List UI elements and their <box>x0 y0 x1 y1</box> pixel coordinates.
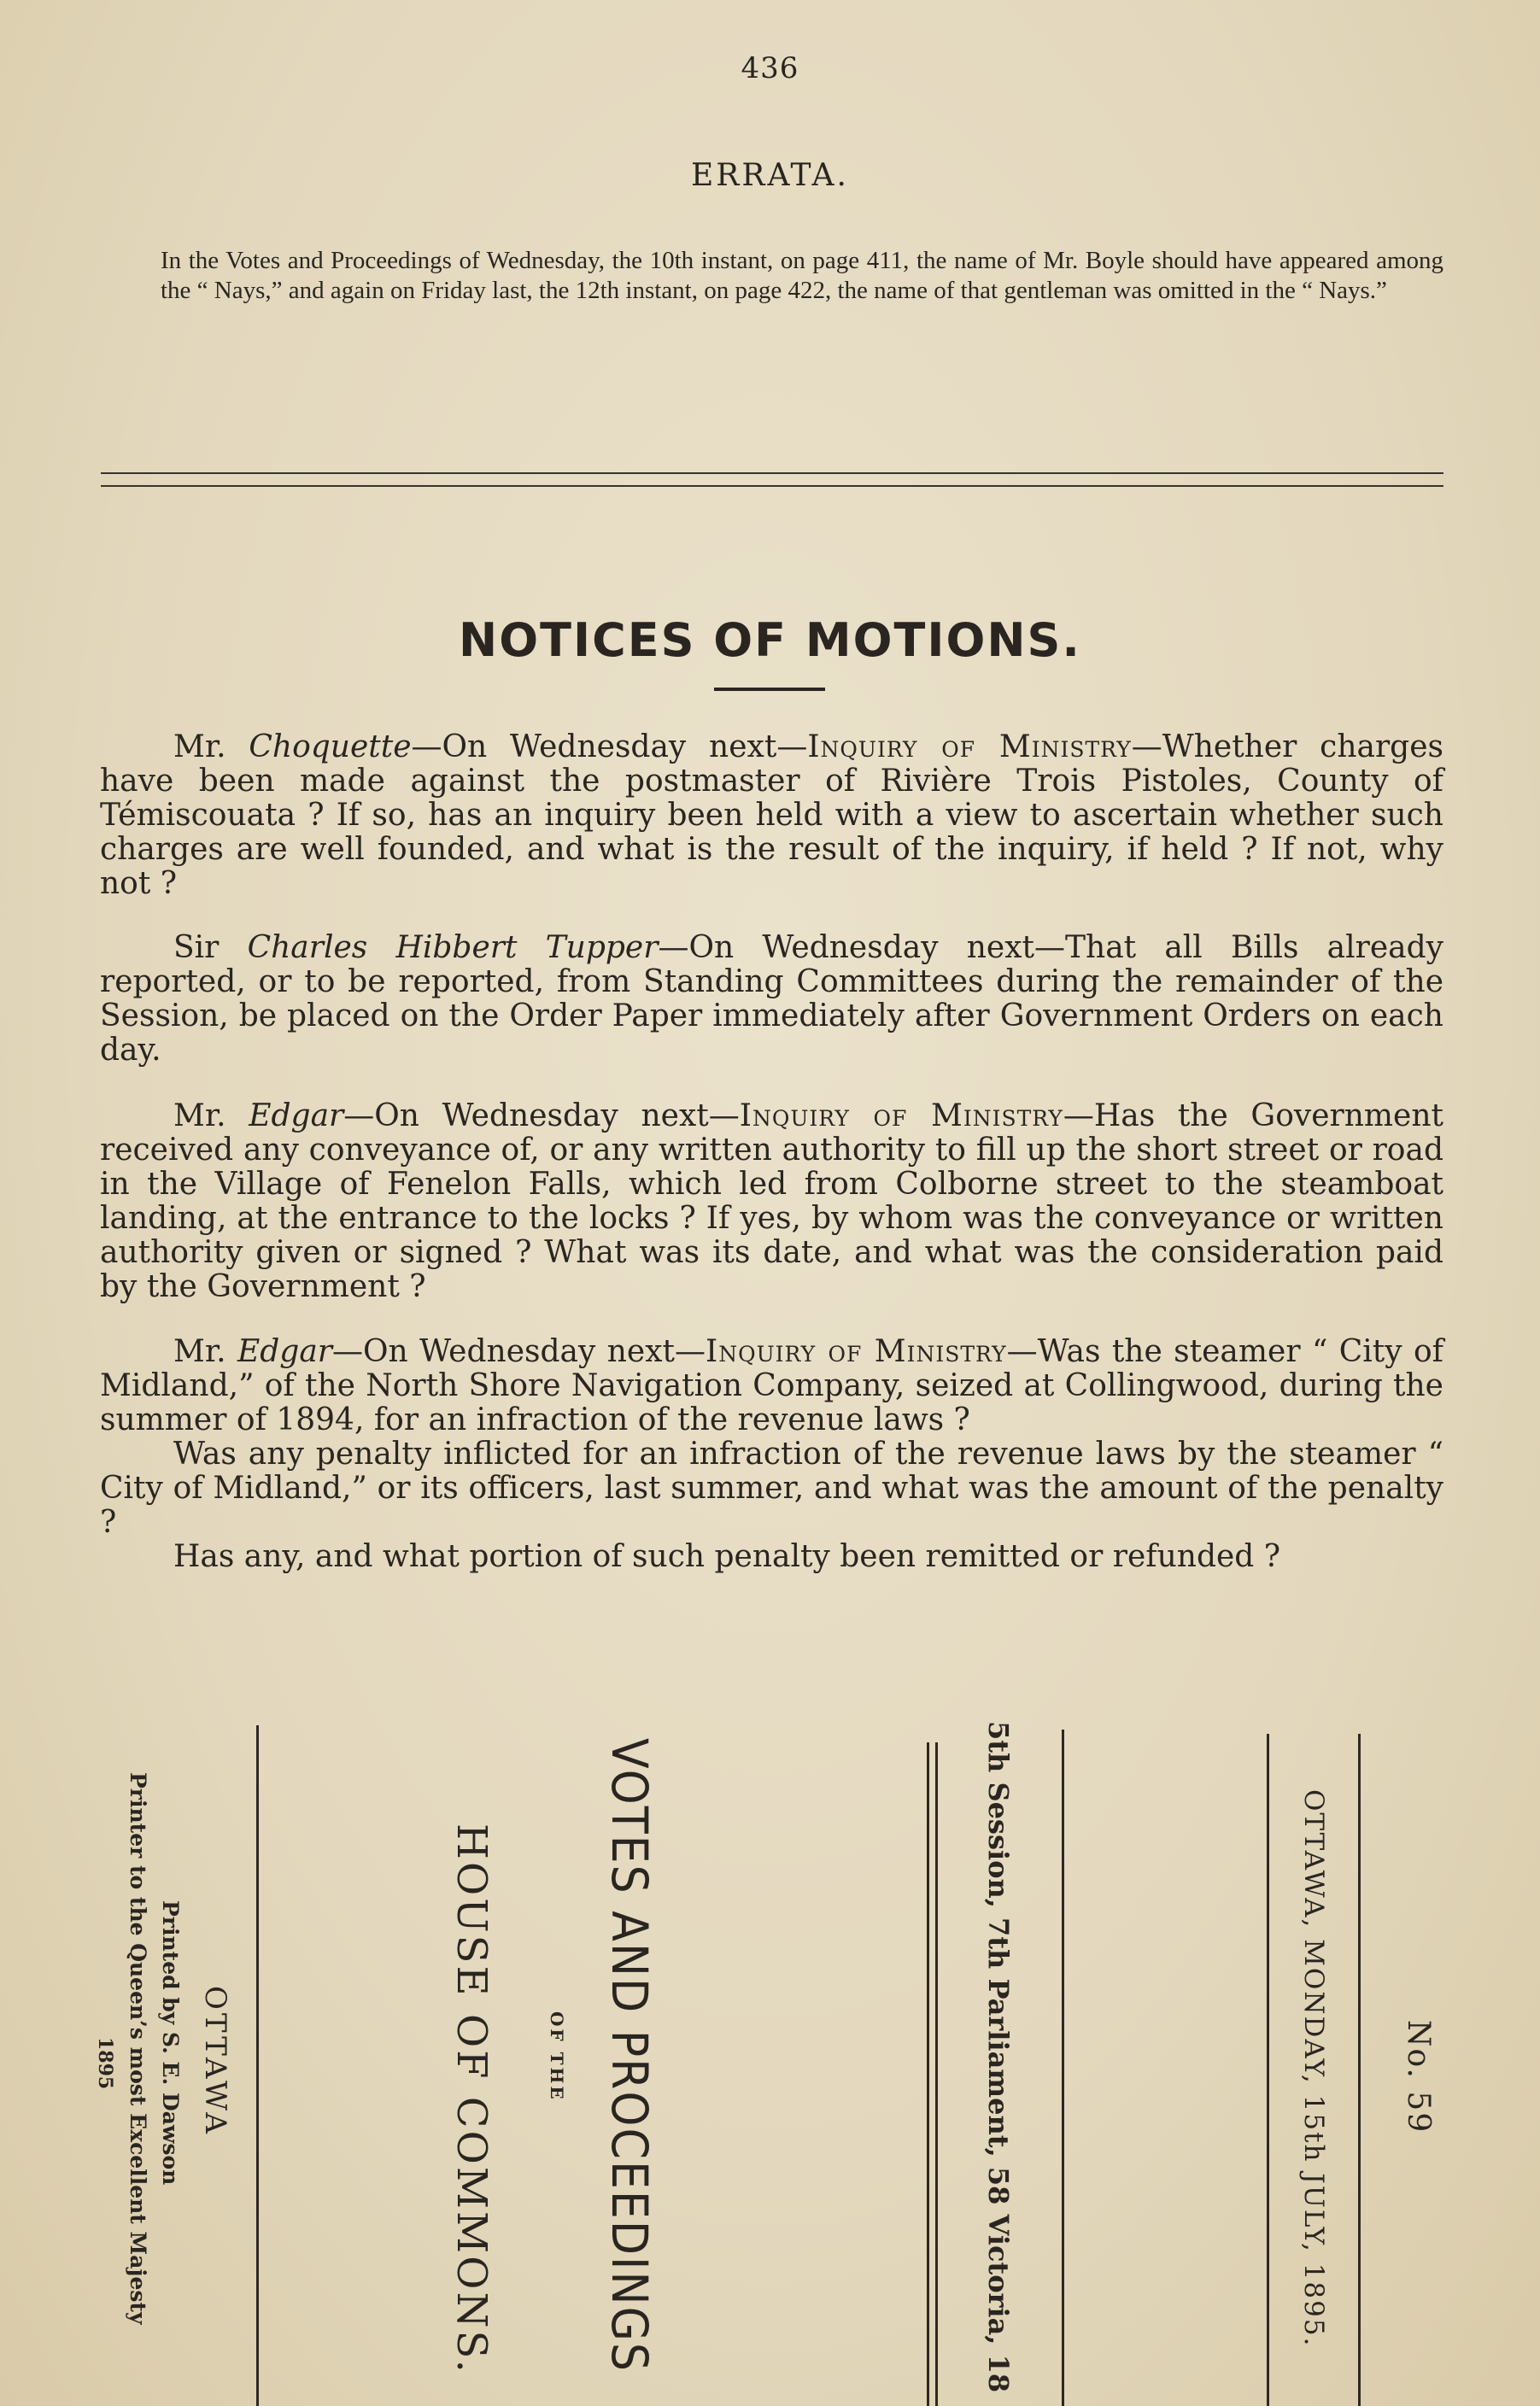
motion-text: —Was the steamer “ City of Midland,” of the North Shore Navigation Company, seized at Collingwood, during the summer of 1894, for an infraction of the revenue laws ? <box>100 1334 1444 1437</box>
title-dash <box>714 688 825 691</box>
cover-date: OTTAWA, MONDAY, 15th JULY, 1895. <box>1298 1789 1329 2348</box>
page-number: 436 <box>741 51 799 85</box>
cover-session: 5th Session, 7th Parliament, 58 Victoria, 18 <box>982 1721 1015 2393</box>
motion-paragraph: Has any, and what portion of such penalty been remitted or refunded ? <box>173 1539 1281 1574</box>
cover-votes-title: VOTES AND PROCEEDINGS <box>600 1738 659 2374</box>
motion-text: —Has the Government received any conveyance of, or any written authority to fill up the short street or road in the Village of Fenelon Falls, which led from Colborne street to the steamboat landing, at the entrance to the locks ? If yes, by whom was the conveyance or written authority given or signed ? What was its date, and what was the consideration paid by the Government ? <box>100 1098 1443 1304</box>
motion-prefix: Mr. <box>173 1098 249 1133</box>
motion-edgar-1 <box>100 1099 1443 1304</box>
member-name: Edgar <box>237 1334 333 1369</box>
motion-lead: —On Wednesday next— <box>411 729 808 764</box>
motion-tupper <box>100 931 1443 1068</box>
motion-text: —On Wednesday next—That all Bills already reported, or to be reported, from Standing Committees during the remainder of the Session, be placed on the Order Paper immediately after Government Orders on each day. <box>100 930 1443 1068</box>
member-name: Charles Hibbert Tupper <box>247 930 659 965</box>
vertical-rule <box>1358 1734 1361 2406</box>
motion-topic: Inquiry of Ministry <box>807 729 1132 764</box>
motion-text: —Whether charges have been made against the postmaster of Rivière Trois Pistoles, County of Témiscouata ? If so, has an inquiry been held with a view to ascertain whether such charges are well founded, and what is the result of the inquiry, if held ? If not, why not ? <box>100 729 1443 901</box>
vertical-rule <box>1267 1734 1269 2406</box>
vertical-rule <box>256 1725 259 2406</box>
motion-lead: —On Wednesday next— <box>343 1098 740 1133</box>
motion-choquette <box>100 730 1443 901</box>
cover-of-the: OF THE <box>547 2011 567 2102</box>
cover-printer-to: Printer to the Queen’s most Excellent Majesty <box>126 1772 150 2325</box>
vertical-rule <box>927 1742 929 2406</box>
divider-rule <box>101 472 1443 474</box>
motion-edgar-2 <box>100 1335 1443 1574</box>
cover-house: HOUSE OF COMMONS. <box>448 1824 495 2375</box>
vertical-rule <box>935 1742 938 2406</box>
motion-prefix: Sir <box>173 930 248 965</box>
member-name: Choquette <box>249 729 412 764</box>
notices-title: NOTICES OF MOTIONS. <box>459 613 1081 667</box>
motion-topic: Inquiry of Ministry <box>739 1098 1063 1133</box>
motion-prefix: Mr. <box>173 1334 237 1369</box>
errata-title: ERRATA. <box>690 158 849 193</box>
cover-number: No. 59 <box>1401 2020 1436 2134</box>
cover-printed-by: Printed by S. E. Dawson <box>158 1900 183 2186</box>
cover-year: 1895 <box>94 2037 116 2090</box>
motion-lead: —On Wednesday next— <box>332 1334 706 1369</box>
cover-section <box>0 1704 1540 2406</box>
vertical-rule <box>1062 1730 1064 2406</box>
member-name: Edgar <box>249 1098 344 1133</box>
errata-text: In the Votes and Proceedings of Wednesday, the 10th instant, on page 411, the name of Mr. Boyle should have appeared among the “ Nays,” and again on Friday last, the 12th instant, on page 422, the name of that gentleman was omitted in the “ Nays.” <box>161 247 1443 304</box>
cover-ottawa: OTTAWA <box>198 1986 232 2137</box>
divider-rule <box>101 485 1443 487</box>
motion-prefix: Mr. <box>173 729 249 764</box>
errata-body <box>101 246 1443 306</box>
motion-paragraph: Was any penalty inflicted for an infraction of the revenue laws by the steamer “ City of Midland,” or its officers, last summer, and what was the amount of the penalty ? <box>100 1437 1443 1540</box>
motion-topic: Inquiry of Ministry <box>706 1334 1007 1369</box>
